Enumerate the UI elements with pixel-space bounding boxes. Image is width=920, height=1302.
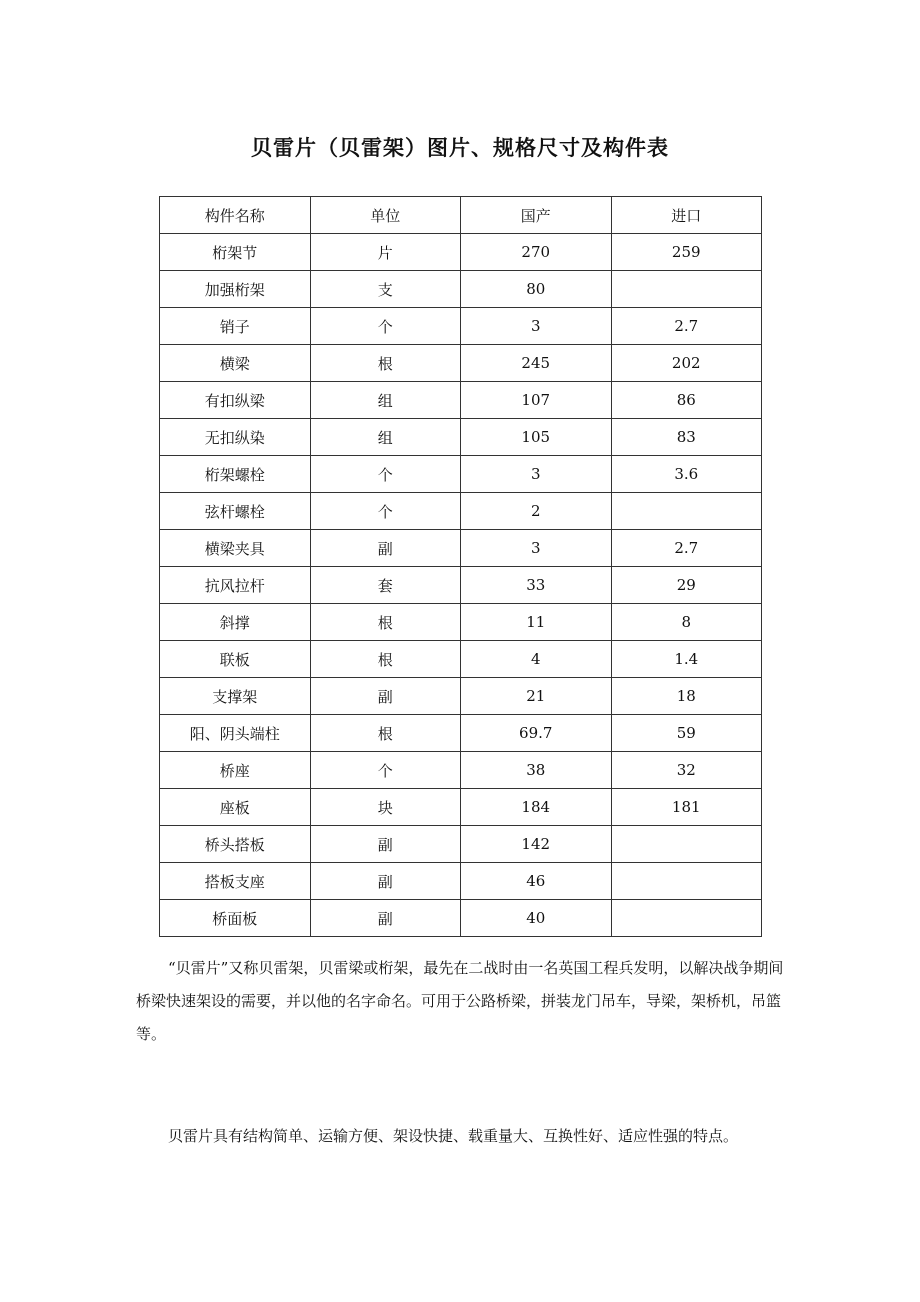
cell-component-name: 斜撑 [160, 604, 311, 641]
cell-imported: 86 [611, 382, 762, 419]
cell-component-name: 联板 [160, 641, 311, 678]
cell-domestic: 3 [461, 530, 612, 567]
cell-unit: 个 [310, 752, 461, 789]
page-title: 贝雷片（贝雷架）图片、规格尺寸及构件表 [251, 136, 669, 160]
table-row [160, 715, 762, 752]
table-row [160, 382, 762, 419]
cell-component-name: 横梁 [160, 345, 311, 382]
table-row [160, 900, 762, 937]
cell-domestic: 11 [461, 604, 612, 641]
cell-imported: 83 [611, 419, 762, 456]
cell-imported: 29 [611, 567, 762, 604]
cell-unit: 支 [310, 271, 461, 308]
cell-domestic: 3 [461, 308, 612, 345]
cell-imported: 2.7 [611, 530, 762, 567]
cell-component-name: 搭板支座 [160, 863, 311, 900]
cell-domestic: 142 [461, 826, 612, 863]
cell-component-name: 无扣纵染 [160, 419, 311, 456]
cell-imported [611, 826, 762, 863]
cell-unit: 副 [310, 530, 461, 567]
cell-unit: 副 [310, 863, 461, 900]
table-header-row [160, 197, 762, 234]
cell-component-name: 桥面板 [160, 900, 311, 937]
cell-unit: 个 [310, 493, 461, 530]
cell-domestic: 245 [461, 345, 612, 382]
cell-domestic: 4 [461, 641, 612, 678]
cell-component-name: 桁架螺栓 [160, 456, 311, 493]
cell-domestic: 40 [461, 900, 612, 937]
cell-component-name: 座板 [160, 789, 311, 826]
column-header-imported: 进口 [611, 197, 762, 234]
cell-imported [611, 900, 762, 937]
table-row [160, 271, 762, 308]
cell-component-name: 桥头搭板 [160, 826, 311, 863]
cell-imported [611, 863, 762, 900]
cell-unit: 副 [310, 678, 461, 715]
cell-imported: 3.6 [611, 456, 762, 493]
cell-unit: 片 [310, 234, 461, 271]
cell-component-name: 支撑架 [160, 678, 311, 715]
table-row [160, 493, 762, 530]
component-table [159, 196, 762, 937]
cell-domestic: 21 [461, 678, 612, 715]
cell-domestic: 2 [461, 493, 612, 530]
cell-component-name: 阳、阴头端柱 [160, 715, 311, 752]
column-header-unit: 单位 [310, 197, 461, 234]
cell-component-name: 加强桁架 [160, 271, 311, 308]
cell-component-name: 销子 [160, 308, 311, 345]
table-row [160, 826, 762, 863]
cell-imported: 59 [611, 715, 762, 752]
cell-unit: 组 [310, 419, 461, 456]
cell-unit: 组 [310, 382, 461, 419]
table-row [160, 419, 762, 456]
column-header-name: 构件名称 [160, 197, 311, 234]
cell-unit: 根 [310, 604, 461, 641]
cell-unit: 根 [310, 345, 461, 382]
table-row [160, 567, 762, 604]
cell-domestic: 3 [461, 456, 612, 493]
cell-imported: 18 [611, 678, 762, 715]
table-row [160, 863, 762, 900]
cell-unit: 副 [310, 826, 461, 863]
cell-unit: 根 [310, 715, 461, 752]
cell-imported: 1.4 [611, 641, 762, 678]
cell-unit: 套 [310, 567, 461, 604]
table-row [160, 678, 762, 715]
cell-component-name: 弦杆螺栓 [160, 493, 311, 530]
cell-imported: 8 [611, 604, 762, 641]
cell-imported: 202 [611, 345, 762, 382]
cell-imported [611, 493, 762, 530]
cell-unit: 块 [310, 789, 461, 826]
column-header-domestic: 国产 [461, 197, 612, 234]
cell-component-name: 桁架节 [160, 234, 311, 271]
cell-component-name: 桥座 [160, 752, 311, 789]
cell-domestic: 38 [461, 752, 612, 789]
table-row [160, 604, 762, 641]
cell-component-name: 有扣纵梁 [160, 382, 311, 419]
cell-imported [611, 271, 762, 308]
table-row [160, 308, 762, 345]
table-row [160, 234, 762, 271]
cell-unit: 副 [310, 900, 461, 937]
cell-domestic: 270 [461, 234, 612, 271]
cell-imported: 32 [611, 752, 762, 789]
cell-domestic: 105 [461, 419, 612, 456]
table-row [160, 530, 762, 567]
cell-component-name: 抗风拉杆 [160, 567, 311, 604]
cell-domestic: 69.7 [461, 715, 612, 752]
cell-unit: 根 [310, 641, 461, 678]
cell-imported: 259 [611, 234, 762, 271]
cell-domestic: 107 [461, 382, 612, 419]
cell-domestic: 184 [461, 789, 612, 826]
table-row [160, 641, 762, 678]
table-row [160, 789, 762, 826]
table-body [160, 234, 762, 937]
cell-imported: 2.7 [611, 308, 762, 345]
features-paragraph: 贝雷片具有结构简单、运输方便、架设快捷、载重量大、互换性好、适应性强的特点。 [168, 1127, 739, 1145]
cell-unit: 个 [310, 456, 461, 493]
table-row [160, 456, 762, 493]
intro-paragraph: “贝雷片”又称贝雷架，贝雷梁或桁架，最先在二战时由一名英国工程兵发明，以解决战争期间桥梁快速架设的需要，并以他的名字命名。可用于公路桥梁，拼装龙门吊车，导梁，架桥机，吊篮等。 [136, 959, 784, 1043]
table-row [160, 345, 762, 382]
cell-component-name: 横梁夹具 [160, 530, 311, 567]
cell-domestic: 46 [461, 863, 612, 900]
table-row [160, 752, 762, 789]
cell-domestic: 33 [461, 567, 612, 604]
cell-unit: 个 [310, 308, 461, 345]
cell-domestic: 80 [461, 271, 612, 308]
cell-imported: 181 [611, 789, 762, 826]
